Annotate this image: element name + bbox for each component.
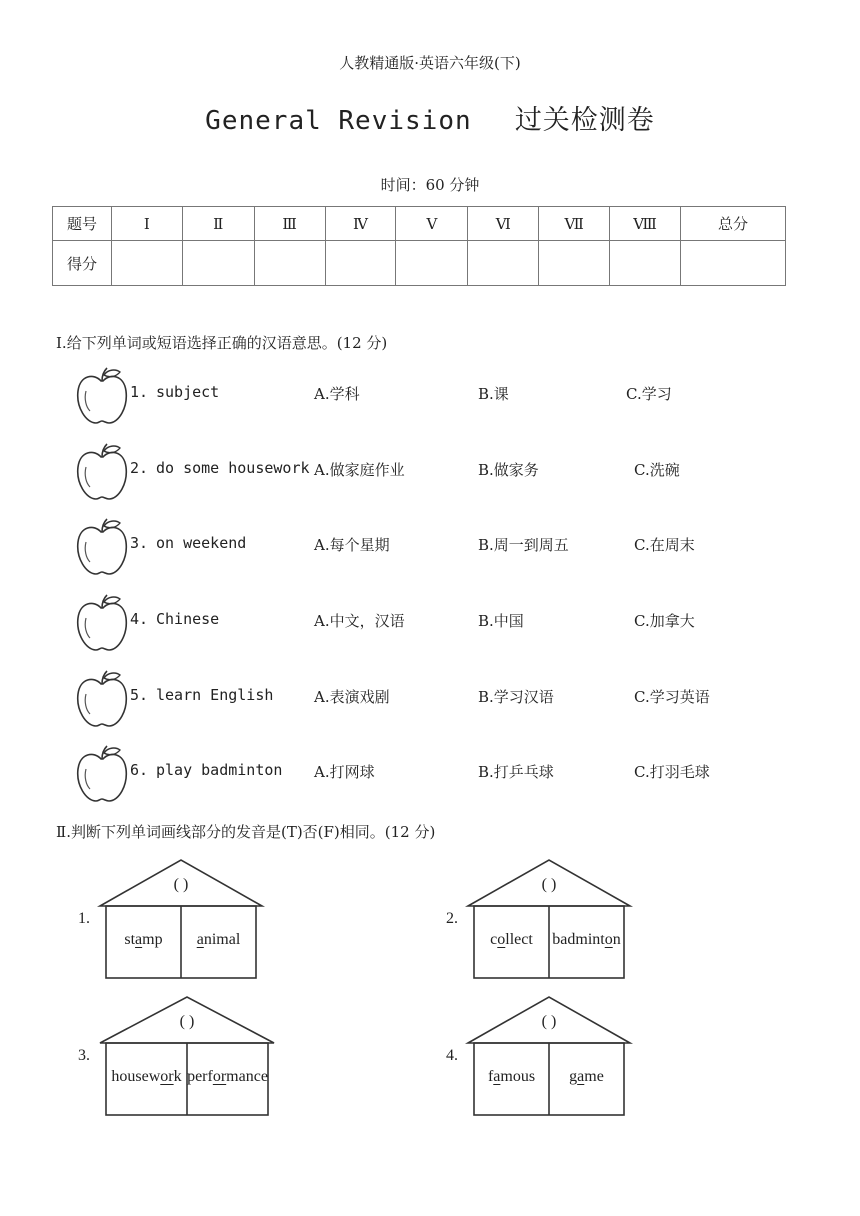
question-word: subject	[156, 383, 220, 401]
question-word: on weekend	[156, 534, 247, 552]
underlined-letters: or	[212, 1068, 227, 1085]
house-word-left: famous	[487, 1068, 536, 1085]
question-number: 5.	[130, 686, 149, 704]
question-row	[74, 443, 774, 505]
option-b: B.学习汉语	[478, 688, 554, 706]
answer-parenthesis[interactable]: ( )	[173, 876, 189, 893]
series-label: 人教精通版·英语六年级(下)	[339, 54, 521, 72]
header-cell-5: Ⅴ	[396, 207, 468, 241]
answer-parenthesis[interactable]: ( )	[179, 1013, 195, 1030]
question-row	[74, 670, 774, 732]
question-word: do some housework	[156, 459, 310, 477]
apple-icon	[74, 745, 130, 805]
house-word-left: stamp	[124, 931, 163, 948]
score-cell[interactable]	[468, 241, 539, 286]
header-cell-7: Ⅶ	[539, 207, 610, 241]
option-a: A.中文，汉语	[314, 612, 405, 630]
underlined-letters: o	[604, 931, 613, 948]
score-cell[interactable]	[539, 241, 610, 286]
option-c: C.学习英语	[634, 688, 710, 706]
answer-apple[interactable]	[74, 367, 130, 431]
answer-apple[interactable]	[74, 518, 130, 582]
apple-icon	[74, 594, 130, 654]
option-b: B.课	[478, 385, 509, 403]
underlined-letters: o	[497, 931, 506, 948]
underlined-letters: a	[493, 1068, 501, 1085]
option-b: B.周一到周五	[478, 536, 569, 554]
question-word: play badminton	[156, 761, 283, 779]
option-b: B.做家务	[478, 461, 539, 479]
option-c: C.学习	[626, 385, 672, 403]
score-cell[interactable]	[182, 241, 254, 286]
phonics-house	[446, 995, 630, 1119]
house-number: 1.	[78, 910, 90, 927]
answer-parenthesis[interactable]: ( )	[541, 1013, 557, 1030]
question-number: 3.	[130, 534, 149, 552]
header-cell-2: Ⅱ	[182, 207, 254, 241]
question-row	[74, 745, 774, 807]
house-word-right: animal	[196, 931, 241, 948]
question-row	[74, 594, 774, 656]
answer-apple[interactable]	[74, 443, 130, 507]
option-c: C.洗碗	[634, 461, 680, 479]
header-cell-8: Ⅷ	[610, 207, 681, 241]
header-cell-6: Ⅵ	[468, 207, 539, 241]
title-english: General Revision	[205, 106, 472, 136]
header-cell-4: Ⅳ	[325, 207, 396, 241]
question-row	[74, 518, 774, 580]
question-word: Chinese	[156, 610, 220, 628]
question-word: learn English	[156, 686, 274, 704]
option-a: A.学科	[314, 385, 360, 403]
house-word-right: game	[569, 1068, 604, 1085]
question-number: 4.	[130, 610, 149, 628]
score-cell[interactable]	[610, 241, 681, 286]
house-number: 4.	[446, 1047, 458, 1064]
house-word-right: badminton	[552, 931, 621, 948]
apple-icon	[74, 367, 130, 427]
score-cell[interactable]	[396, 241, 468, 286]
answer-apple[interactable]	[74, 745, 130, 809]
score-cell[interactable]	[254, 241, 325, 286]
question-number: 1.	[130, 383, 149, 401]
apple-icon	[74, 518, 130, 578]
score-cell-total[interactable]	[681, 241, 786, 286]
apple-icon	[74, 670, 130, 730]
option-c: C.在周末	[634, 536, 695, 554]
underlined-letters: a	[135, 931, 143, 948]
phonics-house	[78, 858, 262, 982]
option-a: A.表演戏剧	[314, 688, 390, 706]
option-a: A.做家庭作业	[314, 461, 405, 479]
score-row-label: 得分	[53, 241, 112, 286]
question-number: 6.	[130, 761, 149, 779]
option-b: B.打乒乓球	[478, 763, 554, 781]
title-chinese: 过关检测卷	[514, 105, 655, 136]
underlined-letters: a	[196, 931, 204, 948]
header-cell-3: Ⅲ	[254, 207, 325, 241]
section1-heading: Ⅰ.给下列单词或短语选择正确的汉语意思。(12 分)	[56, 334, 388, 352]
phonics-house	[446, 858, 630, 982]
house-word-right: performance	[187, 1068, 268, 1085]
question-row	[74, 367, 774, 429]
house-word-left: collect	[490, 931, 533, 948]
phonics-house	[78, 995, 268, 1119]
underlined-letters: a	[577, 1068, 585, 1085]
score-cell[interactable]	[325, 241, 396, 286]
score-cell[interactable]	[111, 241, 182, 286]
question-number: 2.	[130, 459, 149, 477]
house-number: 2.	[446, 910, 458, 927]
score-table	[52, 206, 786, 286]
answer-parenthesis[interactable]: ( )	[541, 876, 557, 893]
option-b: B.中国	[478, 612, 524, 630]
underlined-letters: or	[160, 1068, 174, 1085]
page-title	[0, 98, 860, 137]
option-a: A.打网球	[314, 763, 375, 781]
answer-apple[interactable]	[74, 670, 130, 734]
option-c: C.加拿大	[634, 612, 695, 630]
house-number: 3.	[78, 1047, 90, 1064]
house-word-left: housework	[111, 1068, 182, 1085]
option-a: A.每个星期	[314, 536, 390, 554]
header-cell-label: 题号	[53, 207, 112, 241]
header-cell-total: 总分	[681, 207, 786, 241]
answer-apple[interactable]	[74, 594, 130, 658]
time-limit: 时间：60 分钟	[380, 176, 480, 194]
header-cell-1: Ⅰ	[111, 207, 182, 241]
section2-heading: Ⅱ.判断下列单词画线部分的发音是(T)否(F)相同。(12 分)	[56, 823, 436, 841]
apple-icon	[74, 443, 130, 503]
option-c: C.打羽毛球	[634, 763, 710, 781]
